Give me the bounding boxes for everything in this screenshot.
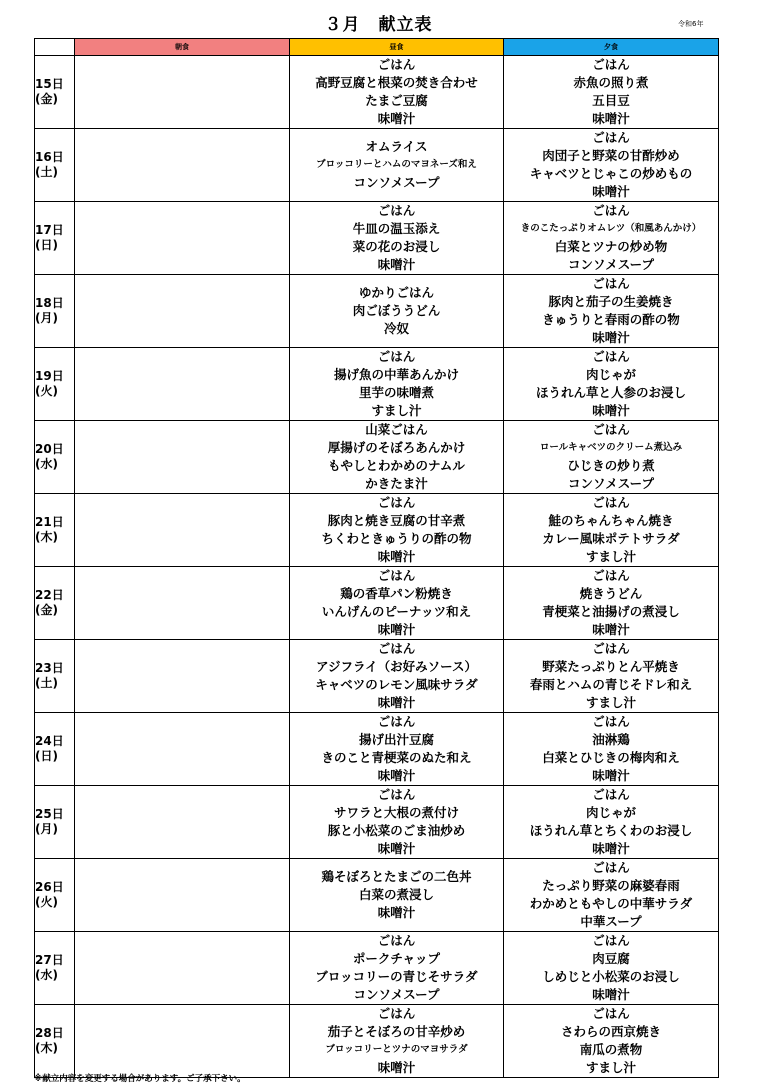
menu-item: アジフライ（お好みソース） (315, 659, 477, 674)
breakfast-cell (75, 932, 290, 1005)
breakfast-header: 朝食 (75, 39, 290, 56)
menu-item: 味噌汁 (377, 841, 416, 856)
day-label: 15日 (35, 77, 64, 91)
date-cell (35, 348, 75, 421)
breakfast-cell (75, 129, 290, 202)
day-label: 21日 (35, 515, 64, 529)
menu-item: 味噌汁 (592, 330, 630, 345)
breakfast-cell (75, 56, 290, 129)
breakfast-cell (75, 348, 290, 421)
menu-item: 揚げ魚の中華あんかけ (333, 367, 459, 382)
date-cell (35, 640, 75, 713)
lunch-cell (290, 640, 504, 713)
menu-item: 青梗菜と油揚げの煮浸し (542, 604, 680, 619)
dinner-cell (504, 1005, 719, 1078)
menu-item: しめじと小松菜のお浸し (542, 969, 680, 984)
menu-item: 山菜ごはん (365, 422, 428, 437)
menu-item: 揚げ出汁豆腐 (358, 732, 434, 747)
lunch-cell (290, 494, 504, 567)
menu-item: コンソメスープ (567, 476, 654, 491)
menu-item: コンソメスープ (567, 257, 654, 272)
menu-item: コンソメスープ (353, 987, 440, 1002)
date-cell (35, 494, 75, 567)
menu-item: すまし汁 (585, 549, 636, 564)
dinner-cell (504, 421, 719, 494)
menu-item: ごはん (592, 203, 630, 218)
dinner-cell (504, 129, 719, 202)
menu-item: わかめともやしの中華サラダ (529, 896, 693, 911)
menu-item: かきたま汁 (365, 476, 428, 491)
menu-item: ごはん (377, 787, 416, 802)
lunch-cell (290, 129, 504, 202)
menu-item: 鮭のちゃんちゃん焼き (548, 513, 674, 528)
menu-item: 肉団子と野菜の甘酢炒め (542, 148, 680, 163)
menu-item: ブロッコリーの青じそサラダ (315, 969, 478, 984)
day-row (35, 275, 719, 348)
menu-item: ひじきの炒り煮 (567, 458, 655, 473)
lunch-cell (290, 859, 504, 932)
lunch-cell (290, 713, 504, 786)
menu-item: ごはん (592, 641, 630, 656)
menu-item: 白菜とひじきの梅肉和え (542, 750, 680, 765)
menu-item: ポークチャップ (352, 951, 441, 966)
breakfast-cell (75, 275, 290, 348)
weekday-label: (金) (35, 603, 58, 617)
day-label: 19日 (35, 369, 64, 383)
menu-item: ごはん (592, 787, 630, 802)
menu-item: カレー風味ポテトサラダ (542, 531, 680, 546)
menu-item: 茄子とそぼろの甘辛炒め (327, 1024, 466, 1039)
menu-item: 野菜たっぷりとん平焼き (542, 659, 680, 674)
date-cell (35, 713, 75, 786)
menu-item: ごはん (377, 203, 416, 218)
weekday-label: (日) (35, 238, 58, 252)
menu-item: 味噌汁 (377, 549, 416, 564)
menu-item: さわらの西京焼き (560, 1024, 661, 1039)
menu-item: 味噌汁 (592, 841, 630, 856)
dinner-cell (504, 348, 719, 421)
menu-item: 油淋鶏 (592, 732, 630, 747)
menu-item: ごはん (592, 57, 630, 72)
dinner-cell (504, 932, 719, 1005)
dinner-cell (504, 859, 719, 932)
lunch-cell (290, 275, 504, 348)
date-cell (35, 129, 75, 202)
menu-item: 白菜の煮浸し (358, 887, 434, 902)
menu-item: すまし汁 (371, 403, 422, 418)
date-cell (35, 786, 75, 859)
breakfast-cell (75, 786, 290, 859)
menu-item: 味噌汁 (377, 905, 416, 920)
day-label: 23日 (35, 661, 64, 675)
menu-item: ゆかりごはん (358, 285, 434, 300)
menu-item: 赤魚の照り煮 (573, 75, 649, 90)
day-row (35, 129, 719, 202)
day-row (35, 932, 719, 1005)
day-label: 28日 (35, 1026, 64, 1040)
menu-item: すまし汁 (585, 695, 636, 710)
menu-item: ごはん (592, 422, 630, 437)
day-row (35, 567, 719, 640)
menu-item: ごはん (377, 57, 416, 72)
menu-item: ごはん (377, 714, 416, 729)
menu-item: ごはん (377, 641, 416, 656)
breakfast-cell (75, 859, 290, 932)
menu-item: 味噌汁 (592, 184, 630, 199)
menu-item: 鶏そぼろとたまごの二色丼 (321, 869, 472, 884)
weekday-label: (水) (35, 457, 58, 471)
lunch-cell (290, 202, 504, 275)
menu-item: 冷奴 (383, 321, 409, 336)
menu-item: キャベツのレモン風味サラダ (315, 677, 478, 692)
menu-item: 肉豆腐 (592, 951, 630, 966)
day-label: 25日 (35, 807, 64, 821)
menu-item: ごはん (592, 714, 630, 729)
menu-item: 厚揚げのそぼろあんかけ (327, 440, 466, 455)
menu-item: ブロッコリーとハムのマヨネーズ和え (316, 159, 477, 170)
menu-item: 味噌汁 (592, 403, 630, 418)
menu-item: キャベツとじゃこの炒めもの (529, 166, 693, 181)
dinner-cell (504, 786, 719, 859)
menu-item: ごはん (377, 1006, 416, 1021)
menu-item: 味噌汁 (377, 1060, 416, 1075)
menu-item: ちくわときゅうりの酢の物 (321, 531, 472, 546)
menu-item: 豚肉と焼き豆腐の甘辛煮 (327, 513, 466, 528)
breakfast-cell (75, 640, 290, 713)
menu-item: 豚肉と茄子の生姜焼き (548, 294, 674, 309)
header-row (35, 39, 719, 56)
menu-item: ごはん (592, 860, 630, 875)
menu-item: ごはん (592, 1006, 630, 1021)
weekday-label: (月) (35, 822, 58, 836)
day-row (35, 421, 719, 494)
weekday-label: (土) (35, 165, 58, 179)
menu-item: ロールキャベツのクリーム煮込み (539, 442, 683, 453)
menu-item: 五目豆 (592, 93, 630, 108)
breakfast-cell (75, 567, 290, 640)
breakfast-cell (75, 202, 290, 275)
day-row (35, 56, 719, 129)
menu-item: たまご豆腐 (365, 93, 428, 108)
menu-item: 肉ごぼううどん (352, 303, 441, 318)
menu-item: ごはん (592, 495, 630, 510)
menu-item: 肉じゃが (585, 367, 636, 382)
menu-item: ごはん (592, 276, 630, 291)
day-label: 22日 (35, 588, 64, 602)
weekday-label: (日) (35, 749, 58, 763)
menu-item: 高野豆腐と根菜の焚き合わせ (315, 75, 478, 90)
lunch-cell (290, 567, 504, 640)
lunch-cell (290, 348, 504, 421)
menu-table (34, 38, 719, 1078)
menu-item: ごはん (592, 568, 630, 583)
day-row (35, 348, 719, 421)
menu-item: 味噌汁 (592, 987, 630, 1002)
menu-item: ブロッコリーとツナのマヨサラダ (325, 1044, 468, 1055)
date-cell (35, 932, 75, 1005)
menu-item: きのこと青梗菜のぬた和え (321, 750, 472, 765)
date-cell (35, 859, 75, 932)
day-label: 20日 (35, 442, 64, 456)
breakfast-cell (75, 1005, 290, 1078)
day-row (35, 859, 719, 932)
date-header (35, 39, 75, 56)
day-label: 16日 (35, 150, 64, 164)
menu-item: 牛皿の温玉添え (352, 221, 441, 236)
menu-item: ごはん (377, 349, 416, 364)
day-row (35, 713, 719, 786)
menu-item: 焼きうどん (579, 586, 643, 601)
day-label: 18日 (35, 296, 64, 310)
lunch-cell (290, 786, 504, 859)
day-label: 26日 (35, 880, 64, 894)
menu-item: 味噌汁 (377, 257, 416, 272)
day-row (35, 1005, 719, 1078)
breakfast-cell (75, 713, 290, 786)
dinner-cell (504, 275, 719, 348)
menu-body (35, 56, 719, 1078)
menu-item: もやしとわかめのナムル (328, 458, 465, 473)
dinner-cell (504, 494, 719, 567)
menu-item: コンソメスープ (353, 175, 440, 190)
menu-item: 中華スープ (580, 914, 642, 929)
menu-item: きのこたっぷりオムレツ（和風あんかけ） (520, 223, 702, 234)
menu-item: 味噌汁 (592, 768, 630, 783)
day-row (35, 202, 719, 275)
weekday-label: (水) (35, 968, 58, 982)
weekday-label: (火) (35, 895, 58, 909)
weekday-label: (木) (35, 1041, 58, 1055)
breakfast-cell (75, 421, 290, 494)
weekday-label: (金) (35, 92, 58, 106)
menu-item: 味噌汁 (377, 111, 416, 126)
footer-note: ※献立内容を変更する場合があります。ご了承下さい。 (34, 1074, 246, 1084)
day-row (35, 640, 719, 713)
menu-item: ごはん (377, 933, 416, 948)
menu-item: ごはん (592, 130, 630, 145)
menu-item: 味噌汁 (592, 622, 630, 637)
date-cell (35, 1005, 75, 1078)
menu-item: ごはん (377, 495, 416, 510)
menu-item: ごはん (377, 568, 416, 583)
day-label: 27日 (35, 953, 64, 967)
menu-item: 春雨とハムの青じそドレ和え (529, 677, 693, 692)
date-cell (35, 275, 75, 348)
menu-item: 南瓜の煮物 (579, 1042, 643, 1057)
day-row (35, 786, 719, 859)
menu-item: たっぷり野菜の麻婆春雨 (542, 878, 680, 893)
menu-item: 味噌汁 (377, 768, 416, 783)
menu-item: ほうれん草と人参のお浸し (535, 385, 686, 400)
weekday-label: (火) (35, 384, 58, 398)
menu-item: 肉じゃが (585, 805, 636, 820)
menu-item: 豚と小松菜のごま油炒め (327, 823, 466, 838)
dinner-cell (504, 202, 719, 275)
menu-item: 白菜とツナの炒め物 (554, 239, 668, 254)
weekday-label: (月) (35, 311, 58, 325)
lunch-header: 昼食 (290, 39, 504, 56)
date-cell (35, 567, 75, 640)
weekday-label: (木) (35, 530, 58, 544)
menu-item: 菜の花のお浸し (352, 239, 441, 254)
page-title: ３月 献立表 (324, 15, 433, 35)
lunch-cell (290, 932, 504, 1005)
dinner-cell (504, 713, 719, 786)
lunch-cell (290, 1005, 504, 1078)
menu-item: 味噌汁 (377, 622, 416, 637)
lunch-cell (290, 56, 504, 129)
menu-item: オムライス (365, 139, 428, 154)
menu-item: きゅうりと春雨の酢の物 (542, 312, 680, 327)
menu-item: すまし汁 (585, 1060, 636, 1075)
era-label: 令和6年 (678, 20, 704, 28)
menu-item: 味噌汁 (377, 695, 416, 710)
day-label: 17日 (35, 223, 64, 237)
date-cell (35, 421, 75, 494)
date-cell (35, 202, 75, 275)
lunch-cell (290, 421, 504, 494)
day-row (35, 494, 719, 567)
menu-item: ごはん (592, 933, 630, 948)
menu-item: いんげんのピーナッツ和え (321, 604, 472, 619)
weekday-label: (土) (35, 676, 58, 690)
dinner-cell (504, 56, 719, 129)
breakfast-cell (75, 494, 290, 567)
menu-item: 鶏の香草パン粉焼き (340, 586, 453, 601)
dinner-cell (504, 567, 719, 640)
menu-item: サワラと大根の煮付け (333, 805, 459, 820)
menu-item: 味噌汁 (592, 111, 630, 126)
menu-item: ほうれん草とちくわのお浸し (529, 823, 693, 838)
dinner-cell (504, 640, 719, 713)
date-cell (35, 56, 75, 129)
day-label: 24日 (35, 734, 64, 748)
menu-item: ごはん (592, 349, 630, 364)
dinner-header: 夕食 (504, 39, 719, 56)
menu-item: 里芋の味噌煮 (358, 385, 434, 400)
